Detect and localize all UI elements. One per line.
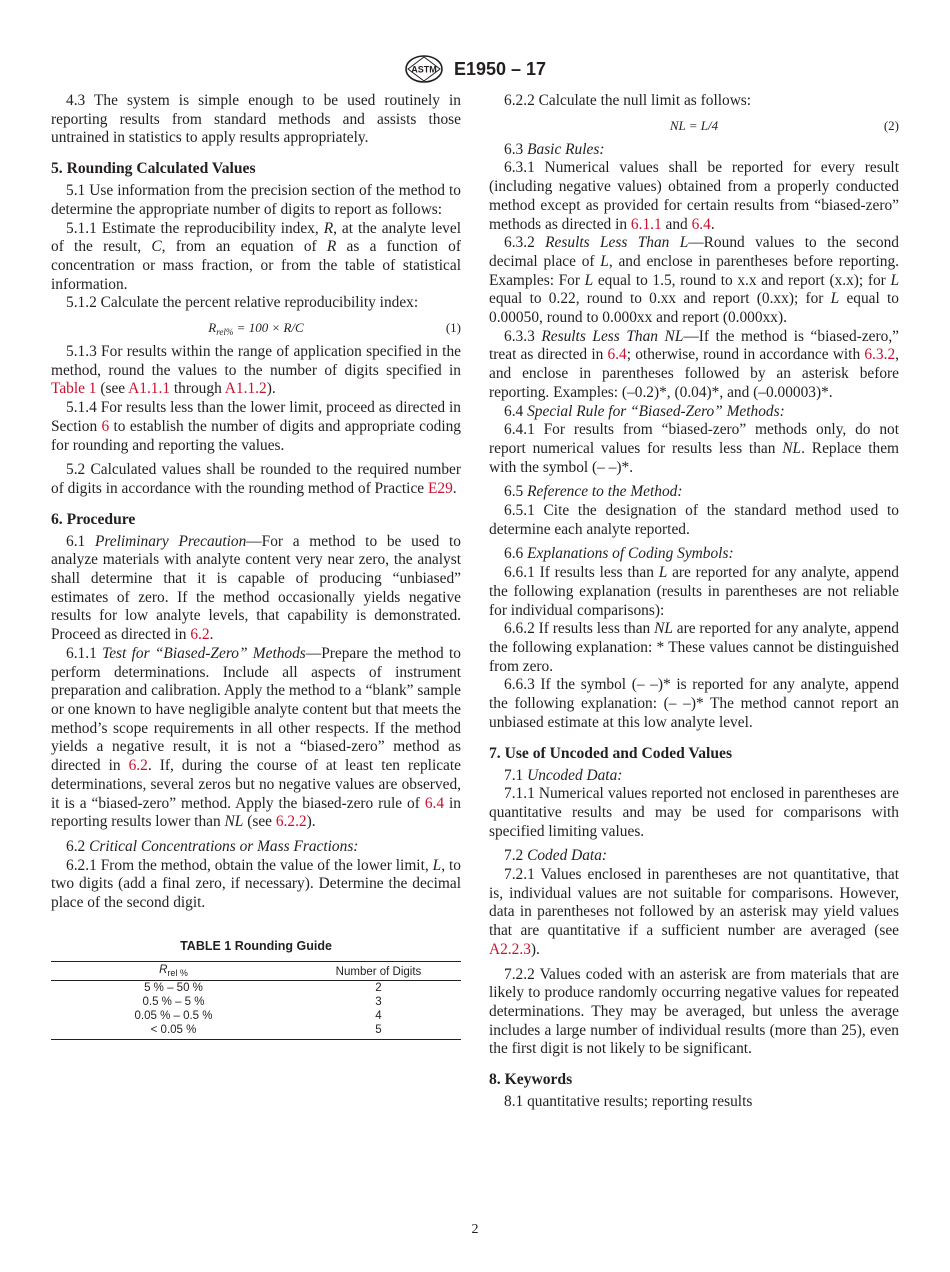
ref-link-6-3-2[interactable]: 6.3.2 xyxy=(864,346,896,364)
ref-link-6-2-2[interactable]: 6.2.2 xyxy=(275,813,307,831)
ref-link-a1-1-2[interactable]: A1.1.2 xyxy=(224,380,267,398)
ref-link-6-2[interactable]: 6.2 xyxy=(128,757,148,775)
paragraph-6-2-1: 6.2.1 From the method, obtain the value of the lower limit, L, to two digits (add a final zero, if necessary). Determine the decimal place of the second digit. xyxy=(51,856,461,912)
paragraph-6-6-3: 6.6.3 If the symbol (– –)* is reported for any analyte, append the following explanation: (– –)* The method cannot report an unbiased estimate at this low analyte level. xyxy=(489,676,899,731)
page-number: 2 xyxy=(471,1222,479,1237)
paragraph-6-2: 6.2 Critical Concentrations or Mass Fractions: xyxy=(66,837,359,855)
astm-logo-icon xyxy=(404,55,444,83)
paragraph-5-1-3: 5.1.3 For results within the range of application specified in the method, round the values to the number of digits specified in Table 1 (see A1.1.1 through A1.1.2). xyxy=(51,343,461,398)
paragraph-7-1-1: 7.1.1 Numerical values reported not enclosed in parentheses are quantitative results and may be used for comparisons with specified limiting values. xyxy=(489,785,899,840)
paragraph-6-4-1: 6.4.1 For results from “biased-zero” methods only, do not report numerical values for results less than NL. Replace them with the symbol (– –)*. xyxy=(489,421,899,476)
ref-link-6-2[interactable]: 6.2 xyxy=(190,626,210,644)
equation-2: NL = L/4 (2) xyxy=(489,113,899,139)
paragraph-6-3-2: 6.3.2 Results Less Than L—Round values to the second decimal place of L, and enclose in parentheses before reporting. Examples: For L equal to 1.5, round to x.x and report (x.x); for L equal to 0.22, round to 0.xx and report (0.xx); for L equal to 0.00050, round to 0.000xx and report (0.000xx). xyxy=(489,234,899,327)
paragraph-7-2-2: 7.2.2 Values coded with an asterisk are from materials that are likely to produce randomly occurring negative values for repeated determinations. They may be averaged, but unless the average includes a large number of individual results (more than 25), even the first digit is not likely to be significant. xyxy=(489,965,899,1058)
table-header-digits: Number of Digits xyxy=(296,962,461,981)
paragraph-7-2-1: 7.2.1 Values enclosed in parentheses are not quantitative, that is, individual values are not suitable for comparisons. However, data in parentheses not followed by an asterisk may yield values that are quantitative if a sufficient number are averaged (see A2.2.3). xyxy=(489,866,899,958)
svg-text:ASTM: ASTM xyxy=(411,64,437,75)
section-heading-8: 8. Keywords xyxy=(489,1071,573,1089)
section-heading-6: 6. Procedure xyxy=(51,510,136,528)
paragraph-6-1-1: 6.1.1 Test for “Biased-Zero” Methods—Prepare the method to perform determinations. Include all aspects of instrument preparation and calibration. Apply the method to a “blank” sample or one known to have negligible analyte content but that meets the method’s scope requirements in all other respects. If the method yields a negative result, it is not a “biased-zero” method as directed in 6.2. If, during the course of at least ten replicate determinations, several zeros but no negative values are observed, it is a “biased-zero” method. Apply the biased-zero rule of 6.4 in reporting results lower than NL (see 6.2.2). xyxy=(51,644,461,831)
table-row: 5 % – 50 % 2 xyxy=(144,982,382,995)
paragraph-5-1-4: 5.1.4 For results less than the lower limit, proceed as directed in Section 6 to establish the number of digits and appropriate coding for rounding and reporting the values. xyxy=(51,399,461,454)
paragraph-6-3: 6.3 Basic Rules: xyxy=(504,140,605,158)
paragraph-6-6-2: 6.6.2 If results less than NL are reported for any analyte, append the following explanation: * These values cannot be distinguished from zero. xyxy=(489,620,899,675)
paragraph-6-3-1: 6.3.1 Numerical values shall be reported for every result (including negative values) obtained from a properly conducted method except as provided for certain results from “biased-zero” methods as directed in 6.1.1 and 6.4. xyxy=(489,159,899,233)
equation-number: (2) xyxy=(883,117,899,133)
ref-link-6-1-1[interactable]: 6.1.1 xyxy=(630,215,662,233)
paragraph-6-3-3: 6.3.3 Results Less Than NL—If the method is “biased-zero,” treat as directed in 6.4; otherwise, round in accordance with 6.3.2, and enclose in parentheses followed by an asterisk before reporting. Examples: (–0.2)*, (0.04)*, and (–0.00003)*. xyxy=(489,327,899,401)
ref-link-e29[interactable]: E29 xyxy=(427,479,453,497)
paragraph-5-1-1: 5.1.1 Estimate the reproducibility index, R, at the analyte level of the result, C, from an equation of R as a function of concentration or mass fraction, or from the table of statistical information. xyxy=(51,219,461,293)
paragraph-6-2-2: 6.2.2 Calculate the null limit as follows: xyxy=(504,92,752,109)
paragraph-5-1-2: 5.1.2 Calculate the percent relative reproducibility index: xyxy=(66,294,419,312)
table-1-title: TABLE 1 Rounding Guide xyxy=(180,938,332,953)
paragraph-7-2: 7.2 Coded Data: xyxy=(504,847,608,865)
paragraph-6-6-1: 6.6.1 If results less than L are reported for any analyte, append the following explanation (results in parentheses are not reliable for individual comparisons): xyxy=(489,564,899,619)
equation-1: $R_{rel\%} = 100 \times R/C$ (1) xyxy=(208,320,461,338)
table-row: 0.05 % – 0.5 % 4 xyxy=(134,1010,382,1023)
paragraph-6-6: 6.6 Explanations of Coding Symbols: xyxy=(504,545,734,563)
paragraph-6-1: 6.1 Preliminary Precaution—For a method to be used to analyze materials with analyte content very near zero, the analyst shall determine that it is capable of producing “unbiased” estimates of zero. If the method occasionally yields negative results for low analyte levels, that capability is demonstrated. Proceed as directed in 6.2. xyxy=(51,532,461,644)
table-row: 0.5 % – 5 % 3 xyxy=(142,996,382,1009)
paragraph-7-1: 7.1 Uncoded Data: xyxy=(504,766,623,784)
paragraph-5-2: 5.2 Calculated values shall be rounded to the required number of digits in accordance with the rounding method of Practice E29. xyxy=(51,461,461,497)
ref-link-a2-2-3[interactable]: A2.2.3 xyxy=(489,940,531,958)
ref-link-6-4[interactable]: 6.4 xyxy=(424,794,445,812)
ref-link-6-4[interactable]: 6.4 xyxy=(691,215,711,233)
rounding-guide-table xyxy=(51,961,461,1040)
equation-number: (1) xyxy=(445,320,461,336)
section-heading-7: 7. Use of Uncoded and Coded Values xyxy=(489,744,733,762)
paragraph-6-5: 6.5 Reference to the Method: xyxy=(504,483,683,501)
document-designation: E1950 – 17 xyxy=(453,58,547,79)
paragraph-5-1: 5.1 Use information from the precision section of the method to determine the appropriate number of digits to report as follows: xyxy=(51,182,461,218)
table-row: < 0.05 % 5 xyxy=(51,1023,461,1040)
ref-link-section-6[interactable]: 6 xyxy=(101,417,110,435)
right-column xyxy=(489,92,899,1112)
left-column xyxy=(51,92,461,1040)
ref-link-table-1[interactable]: Table 1 xyxy=(51,380,97,398)
page-header xyxy=(0,55,950,85)
section-heading-5: 5. Rounding Calculated Values xyxy=(51,160,256,178)
paragraph-4-3: 4.3 The system is simple enough to be used routinely in reporting results from standard methods and assists those untrained in statistics to apply results appropriately. xyxy=(51,92,461,147)
ref-link-a1-1-1[interactable]: A1.1.1 xyxy=(128,380,171,398)
ref-link-6-4[interactable]: 6.4 xyxy=(607,346,627,364)
paragraph-6-5-1: 6.5.1 Cite the designation of the standard method used to determine each analyte reported. xyxy=(489,502,899,538)
paragraph-8-1: 8.1 quantitative results; reporting results xyxy=(504,1093,753,1111)
paragraph-6-4: 6.4 Special Rule for “Biased-Zero” Methods: xyxy=(504,402,785,420)
table-header-rrel: $R_{rel \%}$ xyxy=(51,962,296,981)
